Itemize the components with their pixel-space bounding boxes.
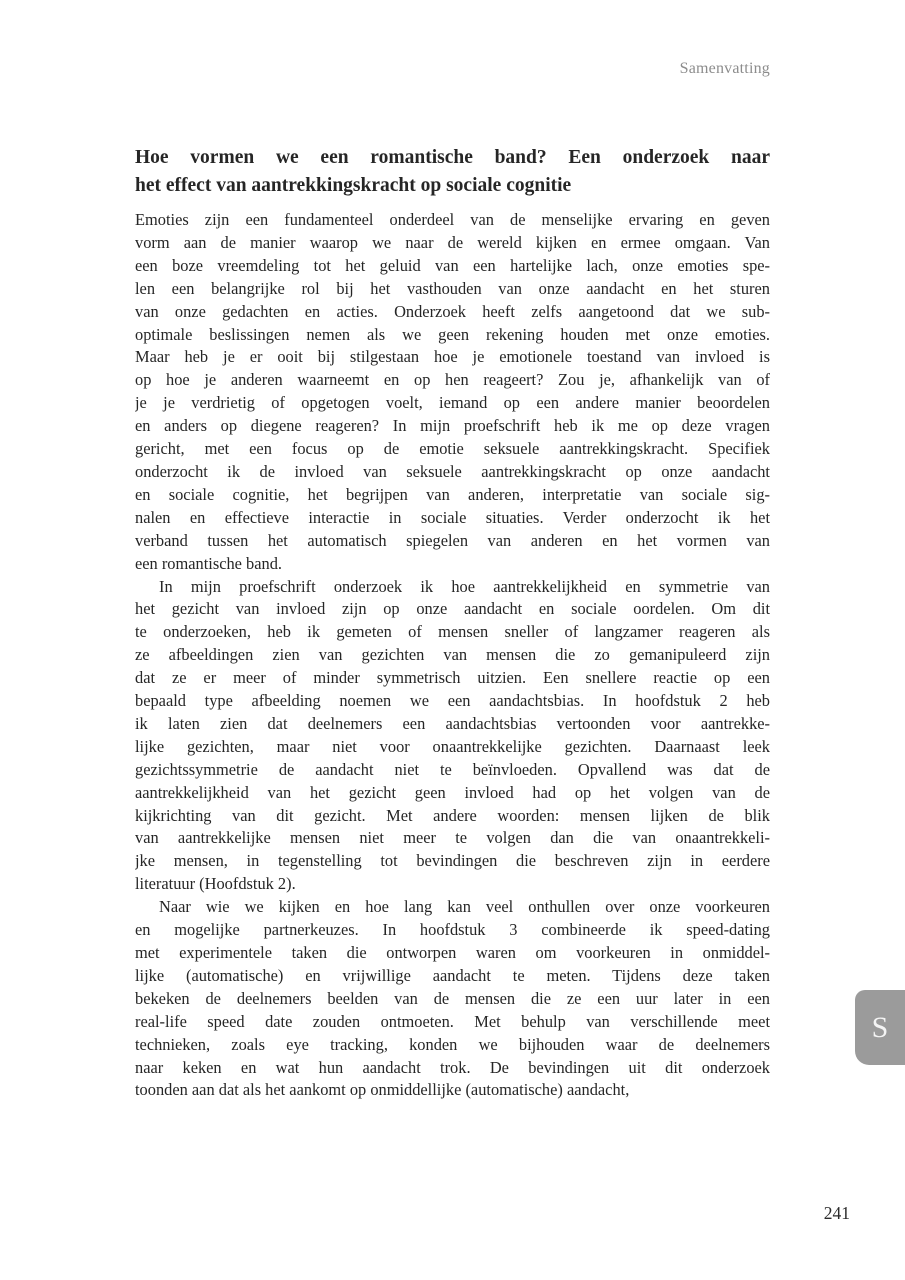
text-line: en anders op diegene reageren? In mijn proefschrift heb ik me op deze vragen — [135, 416, 770, 436]
chapter-thumb-tab — [855, 990, 905, 1065]
paragraph — [135, 896, 770, 1102]
text-line: van onze gedachten en acties. Onderzoek heeft zelfs aangetoond dat we sub- — [135, 301, 770, 321]
text-line: aantrekkelijkheid van het gezicht geen invloed had op het volgen van de — [135, 782, 770, 802]
text-line: van aantrekkelijke mensen niet meer te volgen dan die van onaantrekkeli- — [135, 828, 770, 848]
text-line: gericht, met een focus op de emotie seksuele aantrekkingskracht. Specifiek — [135, 439, 770, 459]
title-line: Hoe vormen we een romantische band? Een onderzoek naar — [135, 147, 770, 168]
text-line: en mogelijke partnerkeuzes. In hoofdstuk 3 combineerde ik speed-dating — [135, 920, 770, 940]
text-line: met experimentele taken die ontworpen waren om voorkeuren in onmiddel- — [135, 943, 770, 962]
text-line: toonden aan dat als het aankomt op onmiddellijke (automatische) aandacht, — [135, 1080, 630, 1100]
text-line: bepaald type afbeelding noemen we een aandachtsbias. In hoofdstuk 2 heb — [135, 691, 770, 711]
text-line: het gezicht van invloed zijn op onze aandacht en sociale oordelen. Om dit — [135, 599, 770, 619]
section-title — [135, 144, 770, 199]
text-line: bekeken de deelnemers beelden van de mensen die ze een uur later in een — [135, 988, 770, 1008]
text-line: Maar heb je er ooit bij stilgestaan hoe je emotionele toestand van invloed is — [135, 347, 770, 367]
text-line: nalen en effectieve interactie in sociale situaties. Verder onderzocht ik het — [135, 507, 770, 527]
paragraph — [135, 209, 770, 576]
text-line: ze afbeeldingen zien van gezichten van mensen die zo gemanipuleerd zijn — [135, 645, 770, 665]
text-line: een boze vreemdeling tot het geluid van een hartelijke lach, onze emoties spe- — [135, 255, 770, 275]
text-line: onderzocht ik de invloed van seksuele aantrekkingskracht op onze aandacht — [135, 461, 770, 481]
text-line: real-life speed date zouden ontmoeten. Met behulp van verschillende meet — [135, 1011, 770, 1031]
text-line: lijke (automatische) en vrijwillige aandacht te meten. Tijdens deze taken — [135, 965, 770, 985]
title-line: het effect van aantrekkingskracht op sociale cognitie — [135, 174, 572, 196]
text-line: gezichtssymmetrie de aandacht niet te beïnvloeden. Opvallend was dat de — [135, 759, 770, 779]
text-line: Naar wie we kijken en hoe lang kan veel onthullen over onze voorkeuren — [159, 897, 770, 917]
text-line: dat ze er meer of minder symmetrisch uitzien. Een snellere reactie op een — [135, 668, 770, 688]
chapter-tab-letter: S — [871, 1010, 889, 1044]
text-line: een romantische band. — [135, 553, 283, 573]
text-line: technieken, zoals eye tracking, konden we bijhouden waar de deelnemers — [135, 1034, 770, 1054]
body-text — [135, 209, 770, 1102]
text-line: en sociale cognitie, het begrijpen van anderen, interpretatie van sociale sig- — [135, 484, 770, 504]
text-line: len een belangrijke rol bij het vasthouden van onze aandacht en het sturen — [135, 278, 770, 298]
text-line: ik laten zien dat deelnemers een aandachtsbias vertoonden voor aantrekke- — [135, 713, 770, 733]
text-line: kijkrichting van dit gezicht. Met andere woorden: mensen lijken de blik — [135, 805, 770, 825]
text-line: jke mensen, in tegenstelling tot bevindingen die beschreven zijn in eerdere — [135, 851, 770, 871]
text-line: vorm aan de manier waarop we naar de wereld kijken en ermee omgaan. Van — [135, 232, 770, 252]
paragraph — [135, 576, 770, 897]
text-line: lijke gezichten, maar niet voor onaantrekkelijke gezichten. Daarnaast leek — [135, 736, 770, 756]
text-line: Emoties zijn een fundamenteel onderdeel van de menselijke ervaring en geven — [135, 210, 770, 229]
text-line: je je verdrietig of opgetogen voelt, iemand op een andere manier beoordelen — [135, 393, 770, 413]
text-line: verband tussen het automatisch spiegelen van anderen en het vormen van — [135, 530, 770, 550]
text-line: te onderzoeken, heb ik gemeten of mensen sneller of langzamer reageren als — [135, 622, 770, 642]
text-line: literatuur (Hoofdstuk 2). — [135, 874, 296, 894]
page-number: 241 — [823, 1203, 850, 1223]
running-header: Samenvatting — [679, 60, 770, 77]
text-line: naar keken en wat hun aandacht trok. De bevindingen uit dit onderzoek — [135, 1057, 770, 1077]
text-line: optimale beslissingen nemen als we geen rekening houden met onze emoties. — [135, 324, 770, 344]
text-line: op hoe je anderen waarneemt en op hen reageert? Zou je, afhankelijk van of — [135, 370, 770, 390]
text-line: In mijn proefschrift onderzoek ik hoe aantrekkelijkheid en symmetrie van — [159, 576, 770, 596]
